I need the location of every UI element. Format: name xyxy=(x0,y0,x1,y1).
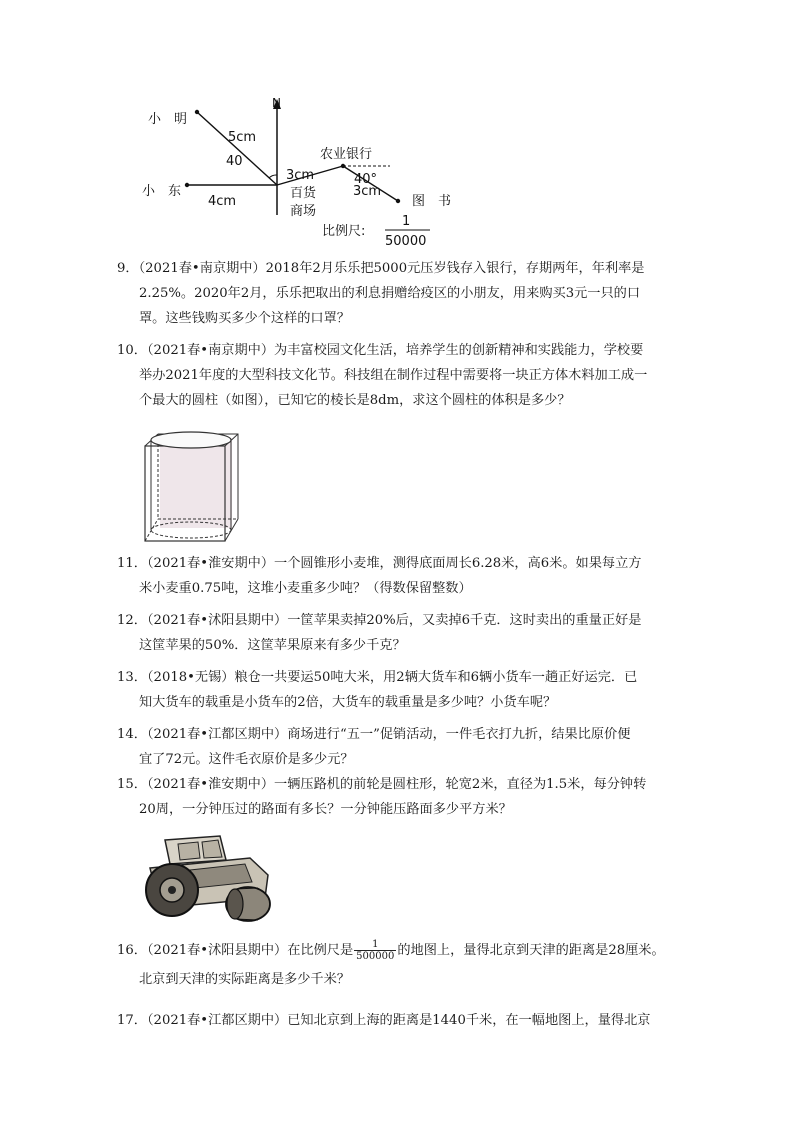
xiaodong-point xyxy=(185,183,189,187)
problem-text: 的地图上，量得北京到天津的距离是28厘米。 xyxy=(397,943,665,958)
problem-10 xyxy=(117,338,677,413)
problem-text: 20周，一分钟压过的路面有多长？一分钟能压路面多少平方米？ xyxy=(139,802,512,817)
xiaoming-distance: 5cm xyxy=(228,130,257,145)
xiaodong-label: 小 东 xyxy=(142,184,182,199)
library-point xyxy=(396,199,400,203)
cube-cylinder-figure xyxy=(140,424,240,544)
direction-map-figure xyxy=(140,95,470,255)
angle-arc xyxy=(269,175,277,178)
problem-13-line1 xyxy=(117,665,677,690)
problem-text: （2021春•沭阳县期中）一筐苹果卖掉20%后，又卖掉6千克．这时卖出的重量正好是 xyxy=(146,613,642,628)
bank-distance: 3cm xyxy=(286,168,315,183)
problem-10-line1 xyxy=(117,338,677,363)
problem-number: 13． xyxy=(117,670,147,685)
bank-angle: 40° xyxy=(354,172,378,187)
problem-number: 17． xyxy=(117,1013,147,1028)
xiaoming-point xyxy=(195,110,199,114)
problem-11-line1 xyxy=(117,551,677,576)
problem-text: 个最大的圆柱（如图），已知它的棱长是8dm，求这个圆柱的体积是多少？ xyxy=(139,393,571,408)
problem-number: 15． xyxy=(117,777,147,792)
problem-text: 北京到天津的实际距离是多少千米？ xyxy=(139,972,350,987)
problem-14-line1 xyxy=(117,722,677,747)
problem-text: 米小麦重0.75吨，这堆小麦重多少吨？（得数保留整数） xyxy=(139,581,472,596)
xiaoming-line xyxy=(197,112,277,185)
problem-text: （2021春•淮安期中）一个圆锥形小麦堆，测得底面周长6.28米，高6米。如果每立方 xyxy=(146,556,642,571)
problem-15-line1 xyxy=(117,772,677,797)
problem-15 xyxy=(117,772,677,822)
store-label-2: 商场 xyxy=(290,204,317,219)
problem-text: 宜了72元。这件毛衣原价是多少元？ xyxy=(139,752,354,767)
problem-number: 9． xyxy=(117,261,139,276)
problem-text: 知大货车的载重是小货车的2倍，大货车的载重量是多少吨？小货车呢？ xyxy=(139,695,557,710)
problem-16-line1 xyxy=(117,938,677,963)
store-label-1: 百货 xyxy=(290,186,317,201)
scale-numerator: 1 xyxy=(402,214,411,229)
problem-9 xyxy=(117,256,677,331)
problem-number: 14． xyxy=(117,727,147,742)
road-roller-figure xyxy=(140,830,275,925)
problem-text: （2021春•淮安期中）一辆压路机的前轮是圆柱形，轮宽2米，直径为1.5米，每分钟转 xyxy=(146,777,647,792)
problem-11 xyxy=(117,551,677,601)
scale-denominator: 50000 xyxy=(385,234,427,249)
xiaoming-label: 小 明 xyxy=(148,112,188,127)
cylinder-body xyxy=(160,438,232,528)
problem-text: （2021春•江都区期中）已知北京到上海的距离是1440千米，在一幅地图上，量得北京 xyxy=(146,1013,651,1028)
problem-17-line1 xyxy=(117,1008,677,1033)
problem-text: （2021春•南京期中）2018年2月乐乐把5000元压岁钱存入银行，存期两年，年利率是 xyxy=(138,261,645,276)
library-label: 图 书 xyxy=(412,194,452,209)
library-distance: 3cm xyxy=(353,184,382,199)
problem-text: 罩。这些钱购买多少个这样的口罩？ xyxy=(139,311,350,326)
cylinder-top xyxy=(151,432,231,448)
problem-12 xyxy=(117,608,677,658)
fraction-denominator: 500000 xyxy=(356,951,395,962)
bank-label: 农业银行 xyxy=(320,147,373,162)
problem-17 xyxy=(117,1008,677,1033)
problem-9-line1 xyxy=(117,256,677,281)
problem-16 xyxy=(117,938,677,992)
problem-13 xyxy=(117,665,677,715)
problem-number: 12． xyxy=(117,613,147,628)
problem-text: （2021春•江都区期中）商场进行“五一”促销活动，一件毛衣打九折，结果比原价便 xyxy=(146,727,631,742)
problem-12-line1 xyxy=(117,608,677,633)
problem-number: 11． xyxy=(117,556,147,571)
problem-text: 举办2021年度的大型科技文化节。科技组在制作过程中需要将一块正方体木料加工成一 xyxy=(139,368,648,383)
problem-text: 2.25%。2020年2月，乐乐把取出的利息捐赠给疫区的小朋友，用来购买3元一只的口 xyxy=(139,286,641,301)
xiaodong-distance: 4cm xyxy=(208,194,237,209)
scale-label: 比例尺: xyxy=(322,224,366,239)
problem-number: 10． xyxy=(117,343,147,358)
xiaoming-angle: 40 xyxy=(226,154,243,169)
fraction-numerator: 1 xyxy=(354,939,396,951)
problem-text: 这筐苹果的50%．这筐苹果原来有多少千克？ xyxy=(139,638,406,653)
problem-text: （2021春•南京期中）为丰富校园文化生活，培养学生的创新精神和实践能力，学校要 xyxy=(146,343,644,358)
problem-number: 16． xyxy=(117,943,147,958)
problem-text: （2018•无锡）粮仓一共要运50吨大米，用2辆大货车和6辆小货车一趟正好运完．已 xyxy=(146,670,638,685)
scale-fraction xyxy=(354,939,396,962)
problem-14 xyxy=(117,722,677,772)
north-label: N xyxy=(272,96,281,110)
problem-text: （2021春•沭阳县期中）在比例尺是 xyxy=(146,943,354,958)
